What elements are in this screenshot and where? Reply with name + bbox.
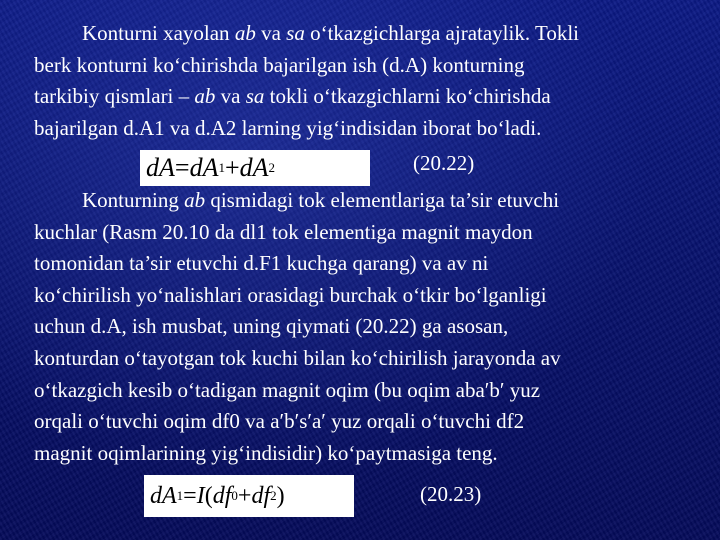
formula-20-22: dA = dA 1 + dA 2 bbox=[140, 150, 370, 186]
paragraph-1 bbox=[34, 18, 698, 144]
paragraph-2 bbox=[34, 185, 698, 469]
equation-number: (20.22) bbox=[413, 151, 475, 175]
text-line: magnit oqimlarining yig‘indisidir) ko‘paytmasiga teng. bbox=[34, 440, 498, 465]
text-line: Konturni xayolan ab va sa o‘tkazgichlarga ajrataylik. Tokli bbox=[82, 21, 579, 45]
text-line: Konturning ab qismidagi tok elementlariga ta’sir etuvchi bbox=[82, 188, 560, 212]
equation-number: (20.23) bbox=[420, 482, 482, 506]
text-line: tarkibiy qismlari – ab va sa tokli o‘tkazgichlarni ko‘chirishda bbox=[34, 84, 551, 109]
text-line: bajarilgan d.A1 va d.A2 larning yig‘indisidan iborat bo‘ladi. bbox=[34, 115, 542, 140]
text-line: ko‘chirilish yo‘nalishlari orasidagi burchak o‘tkir bo‘lganligi bbox=[34, 282, 547, 307]
text-line: o‘tkazgich kesib o‘tadigan magnit oqim (bu oqim aba′b′ yuz bbox=[34, 377, 541, 402]
text-line: orqali o‘tuvchi oqim df0 va a′b′s′a′ yuz orqali o‘tuvchi df2 bbox=[34, 409, 525, 434]
text-line: konturdan o‘tayotgan tok kuchi bilan ko‘chirilish jarayonda av bbox=[34, 345, 561, 370]
text-line: kuchlar (Rasm 20.10 da dl1 tok elementiga magnit maydon bbox=[34, 219, 533, 244]
text-line: uchun d.A, ish musbat, uning qiymati (20.22) ga asosan, bbox=[34, 314, 509, 339]
text-line: berk konturni ko‘chirishda bajarilgan ish (d.A) konturning bbox=[34, 52, 525, 77]
formula-20-23: dA 1 = I ( df 0 + df 2 ) bbox=[144, 475, 354, 517]
text-line: tomonidan ta’sir etuvchi d.F1 kuchga qarang) va av ni bbox=[34, 251, 489, 276]
